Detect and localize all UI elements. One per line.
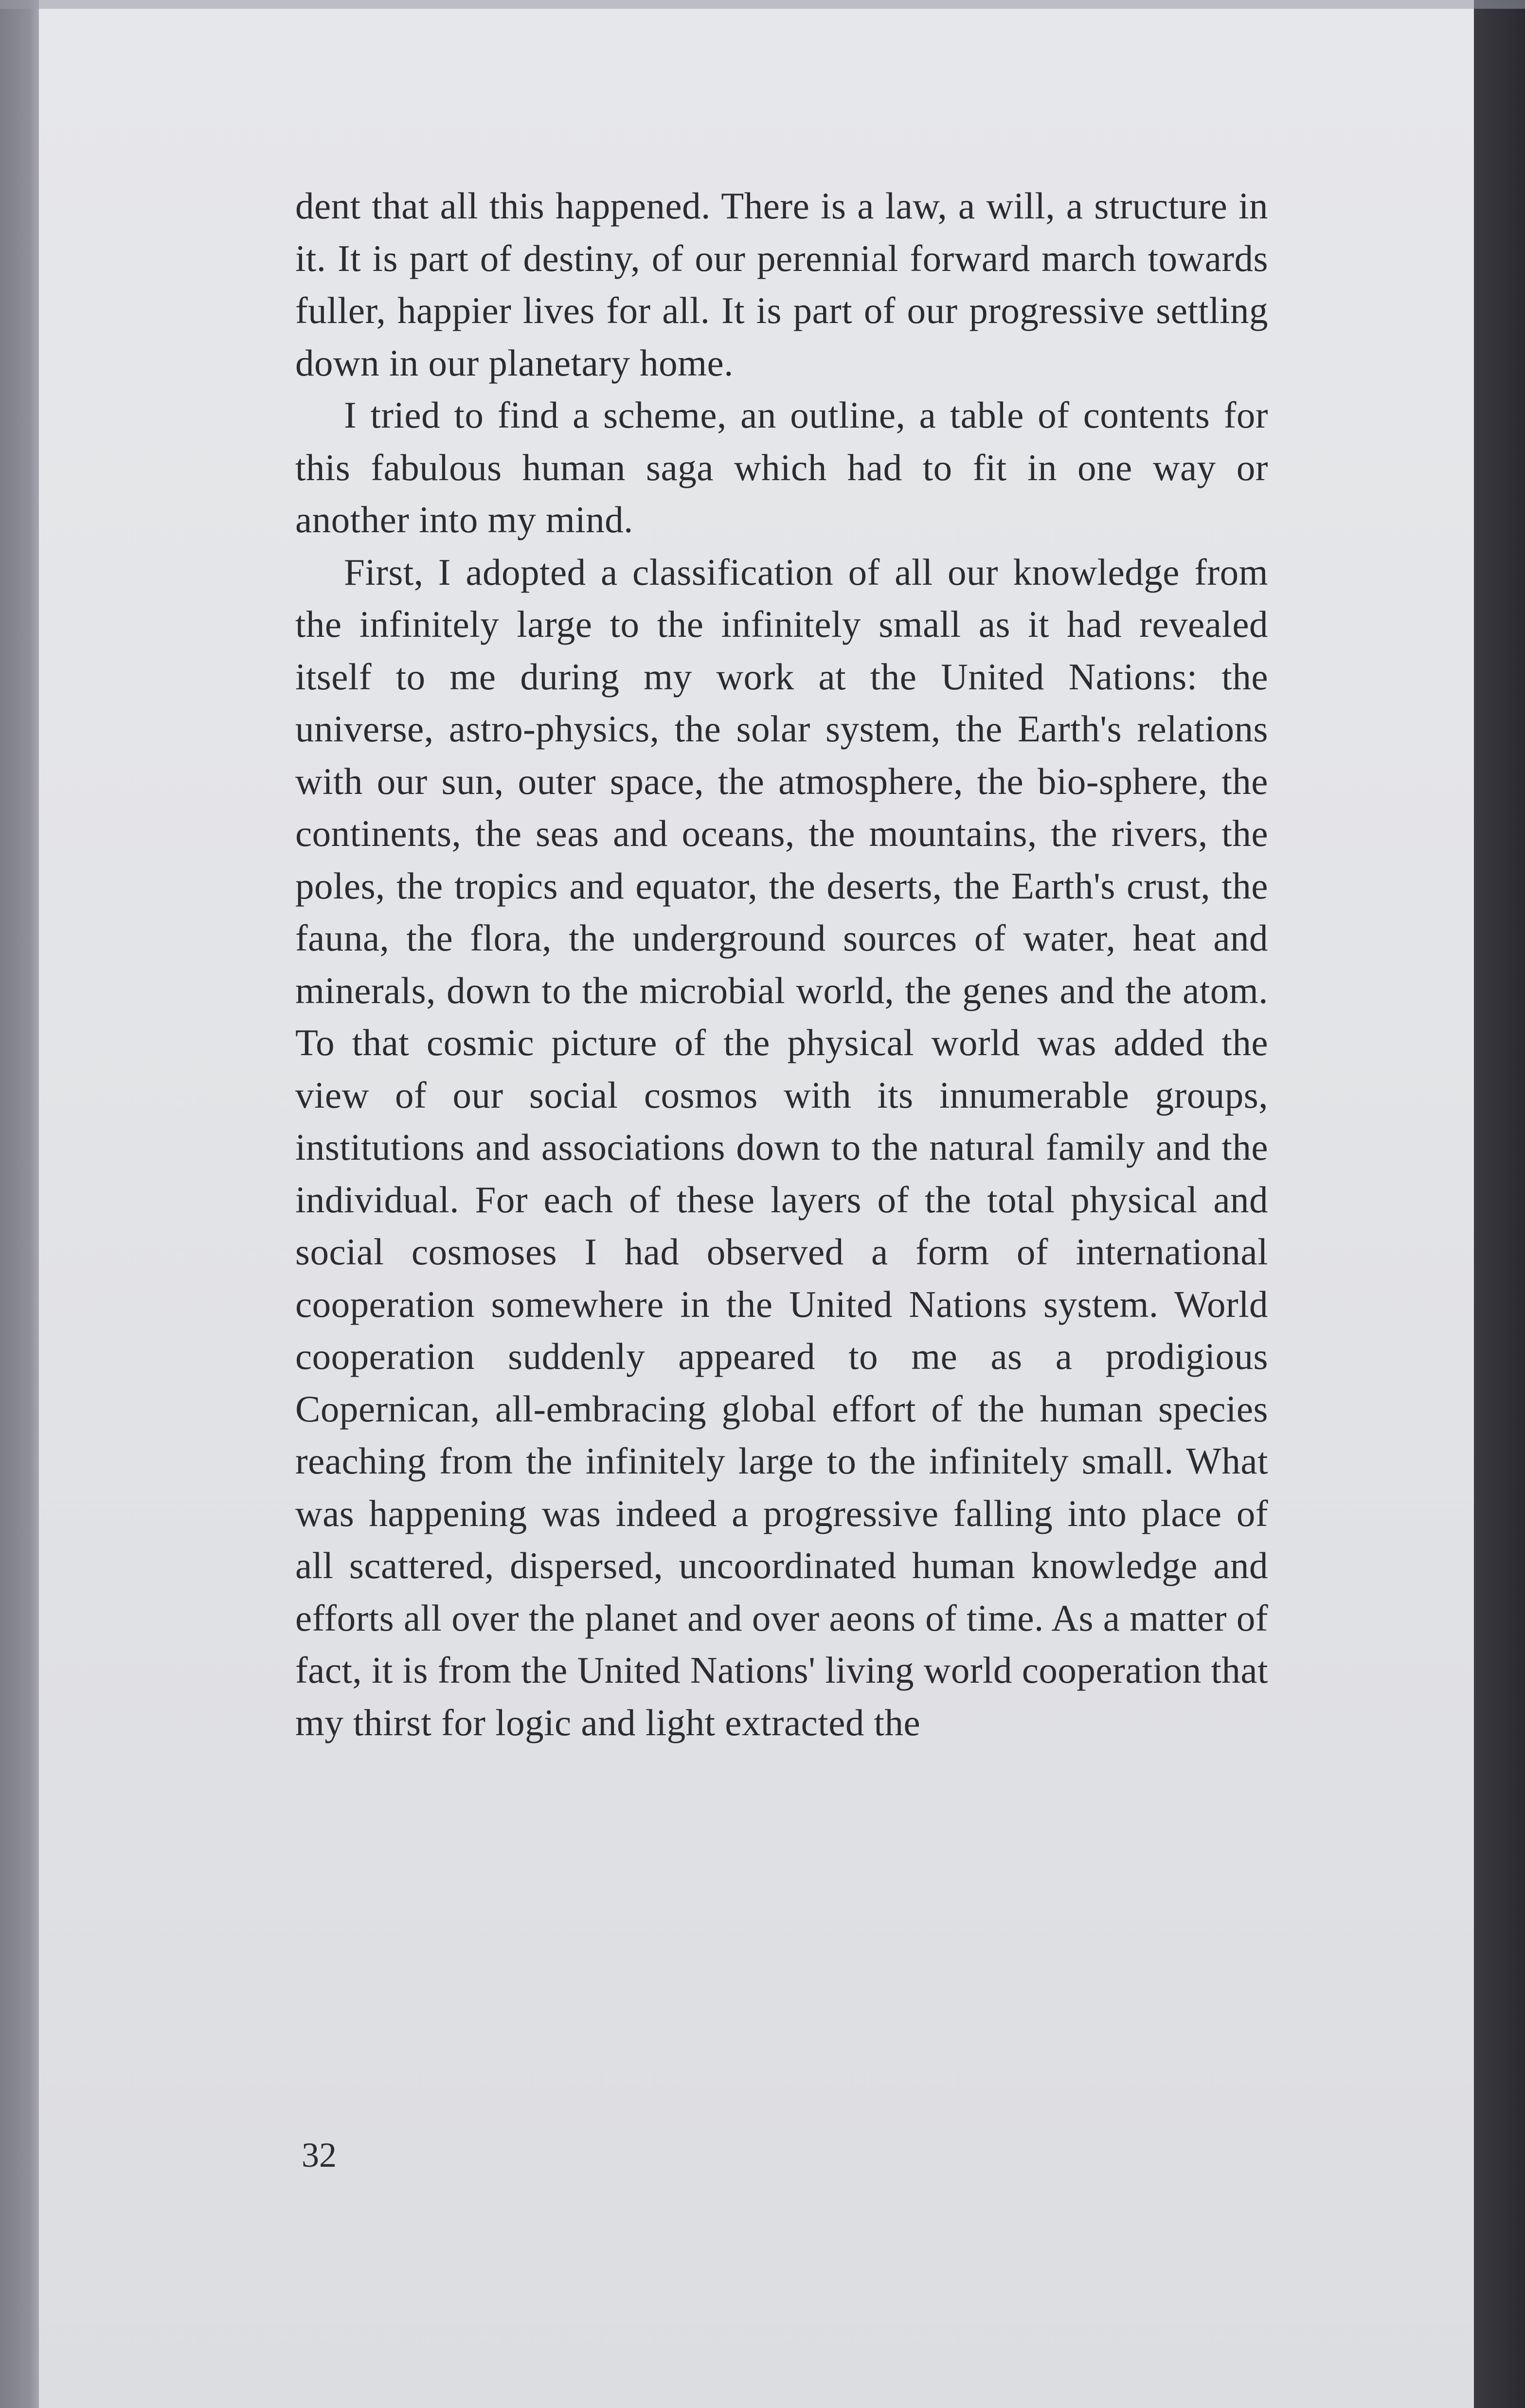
paragraph-2: I tried to find a scheme, an outline, a table of contents for this fabulous human saga which had to fit in one way or another into my mind. bbox=[295, 394, 1268, 540]
page-number: 32 bbox=[302, 2136, 337, 2174]
paragraph-3: First, I adopted a classification of all our knowledge from the infinitely large to the infinitely small as it had revealed itself to me during my work at the United Nations: the universe, astro-physics, the solar system, the Earth's relations with our sun, outer space, the atmosphere, the bio-sphere, the continents, the seas and oceans, the mountains, the rivers, the poles, the tropics and equator, the deserts, the Earth's crust, the fauna, the flora, the underground sources of water, heat and minerals, down to the microbial world, the genes and the atom. To that cosmic picture of the physical world was added the view of our social cosmos with its innumerable groups, institutions and associations down to the natural family and the individual. For each of these layers of the total physical and social cosmoses I had observed a form of international cooperation somewhere in the United Nations system. World cooperation suddenly appeared to me as a prodigious Copernican, all-embracing global effort of the human species reaching from the infinitely large to the infinitely small. What was happening was indeed a progressive falling into place of all scattered, dispersed, uncoordinated human knowledge and efforts all over the planet and over aeons of time. As a matter of fact, it is from the United Nations' living world cooperation that my thirst for logic and light extracted the bbox=[295, 551, 1268, 1743]
page-body-text bbox=[295, 180, 1268, 1749]
paragraph-1: dent that all this happened. There is a law, a will, a structure in it. It is part of destiny, of our perennial forward march towards fuller, happier lives for all. It is part of our progressive settling down in our planetary home. bbox=[295, 185, 1268, 384]
scan-edge-shadow bbox=[0, 0, 1525, 9]
